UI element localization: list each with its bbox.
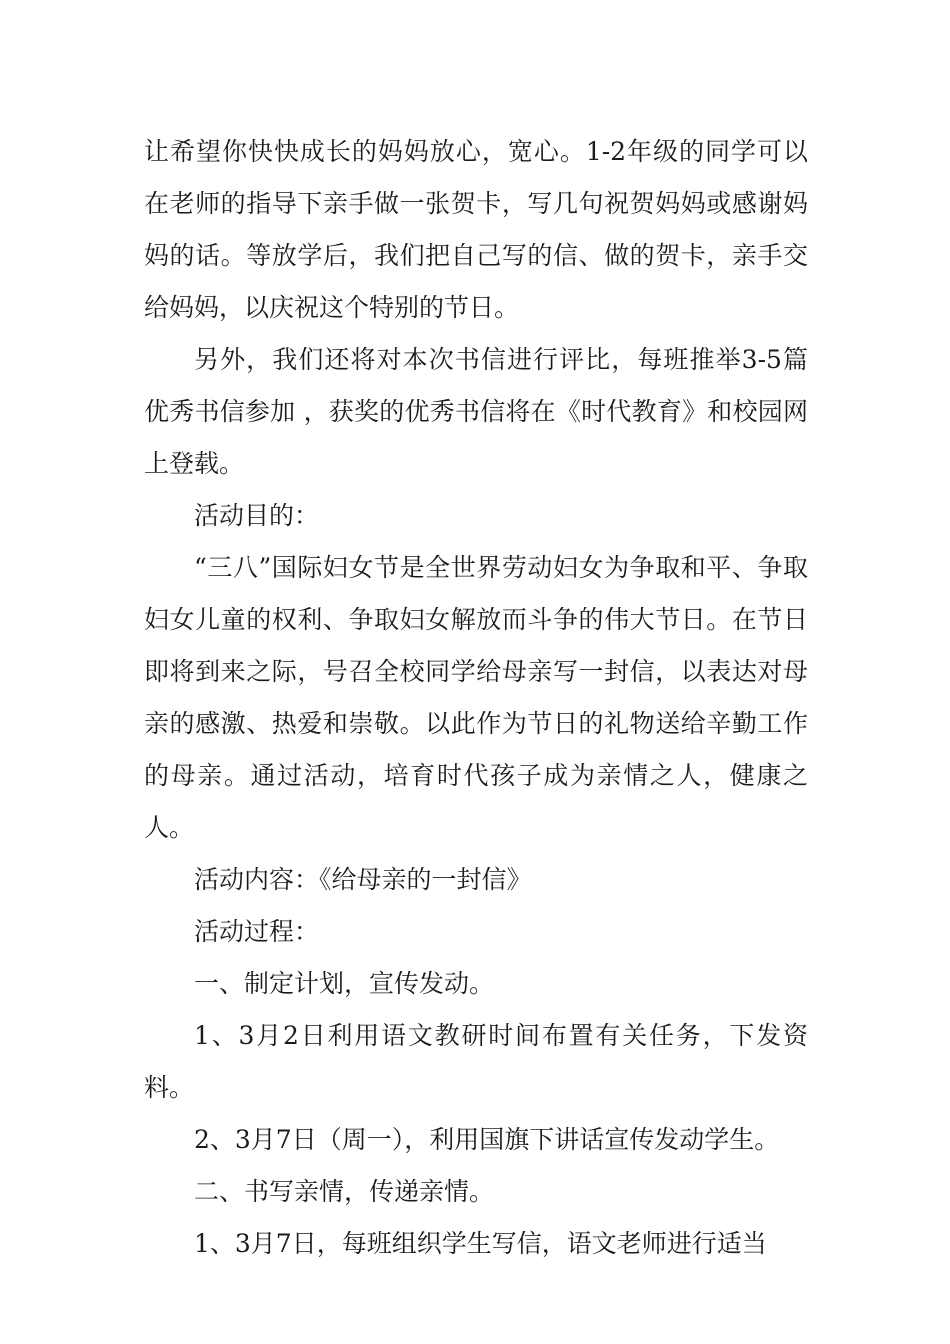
heading-activity-content: 活动内容：《给母亲的一封信》 [194, 865, 532, 894]
document-body [144, 126, 808, 1270]
paragraph-purpose: “三八”国际妇女节是全世界劳动妇女为争取和平、争取妇女儿童的权利、争取妇女解放而斗争的伟大节日。在节日即将到来之际，号召全校同学给母亲写一封信，以表达对母亲的感激、热爱和崇敬。以此作为节日的礼物送给辛勤工作的母亲。通过活动，培育时代孩子成为亲情之人，健康之人。 [144, 553, 808, 842]
section-one-heading: 一、制定计划，宣传发动。 [194, 969, 495, 998]
paragraph-evaluation: 另外，我们还将对本次书信进行评比，每班推举3-5篇优秀书信参加 ，获奖的优秀书信将在《时代教育》和校园网上登载。 [144, 345, 808, 478]
section-one-item-2: 2、3月7日（周一），利用国旗下讲话宣传发动学生。 [194, 1125, 780, 1154]
heading-activity-purpose: 活动目的： [194, 501, 320, 530]
section-two-item-1: 1、3月7日，每班组织学生写信，语文老师进行适当 [194, 1229, 767, 1258]
heading-activity-process: 活动过程： [194, 917, 320, 946]
section-one-item-1: 1、3月2日利用语文教研时间布置有关任务，下发资料。 [144, 1021, 808, 1102]
section-two-heading: 二、书写亲情，传递亲情。 [194, 1177, 495, 1206]
paragraph-continuation: 让希望你快快成长的妈妈放心，宽心。1-2年级的同学可以在老师的指导下亲手做一张贺卡，写几句祝贺妈妈或感谢妈妈的话。等放学后，我们把自己写的信、做的贺卡，亲手交给妈妈，以庆祝这个特别的节日。 [144, 137, 808, 322]
